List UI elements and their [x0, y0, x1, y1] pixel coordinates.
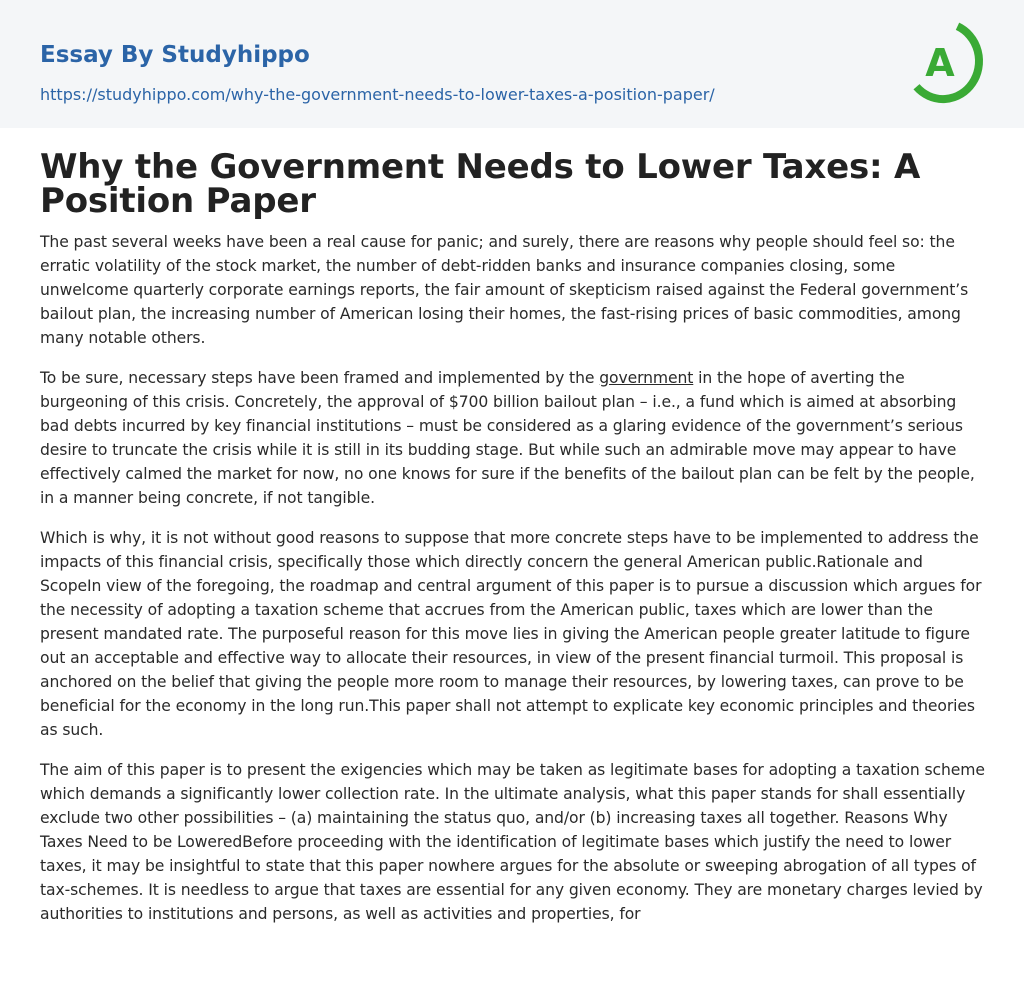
paragraph-1: The past several weeks have been a real cause for panic; and surely, there are reasons why people should feel so: the erratic volatility of the stock market, the number of debt-ridden banks and insurance companies closing, some unwelcome quarterly corporate earnings reports, the fair amount of skepticism raised against the Federal government’s bailout plan, the increasing number of American losing their homes, the fast-rising prices of basic commodities, among many notable others.: [40, 233, 969, 347]
paragraph-2-text-end: in the hope of averting the burgeoning of this crisis. Concretely, the approval of $700 billion bailout plan – i.e., a fund which is aimed at absorbing bad debts incurred by key financial institutions – must be considered as a glaring evidence of the government’s serious desire to truncate the crisis while it is still in its budding stage. But while such an admirable move may appear to have effectively calmed the market for now, no one knows for sure if the benefits of the bailout plan can be felt by the people, in a manner being concrete, if not tangible.: [40, 369, 975, 507]
logo-letter: A: [925, 41, 955, 85]
paragraph-3: Which is why, it is not without good reasons to suppose that more concrete steps have to be implemented to address the impacts of this financial crisis, specifically those which directly concern the general American public.Rationale and ScopeIn view of the foregoing, the roadmap and central argument of this paper is to pursue a discussion which argues for the necessity of adopting a taxation scheme that accrues from the American public, taxes which are lower than the present mandated rate. The purposeful reason for this move lies in giving the American people greater latitude to figure out an acceptable and effective way to allocate their resources, in view of the present financial turmoil. This proposal is anchored on the belief that giving the people more room to manage their resources, by lowering taxes, can prove to be beneficial for the economy in the long run.This paper shall not attempt to explicate key economic principles and theories as such.: [40, 529, 982, 739]
page-title: Why the Government Needs to Lower Taxes: A Position Paper: [40, 147, 921, 221]
source-url-link[interactable]: https://studyhippo.com/why-the-government-needs-to-lower-taxes-a-position-paper/: [40, 85, 715, 104]
article: [40, 147, 986, 926]
government-link[interactable]: government: [599, 369, 694, 387]
site-title[interactable]: Essay By Studyhippo: [40, 42, 310, 68]
paragraph-2-text-start: To be sure, necessary steps have been framed and implemented by the: [40, 369, 600, 387]
paragraph-2: [40, 366, 986, 510]
site-header: [0, 0, 1024, 128]
paragraph-4: The aim of this paper is to present the exigencies which may be taken as legitimate bases for adopting a taxation scheme which demands a significantly lower collection rate. In the ultimate analysis, what this paper stands for shall essentially exclude two other possibilities – (a) maintaining the status quo, and/or (b) increasing taxes all together. Reasons Why Taxes Need to be LoweredBefore proceeding with the identification of legitimate bases which justify the need to lower taxes, it may be insightful to state that this paper nowhere argues for the absolute or sweeping abrogation of all types of tax-schemes. It is needless to argue that taxes are essential for any given economy. They are monetary charges levied by authorities to institutions and persons, as well as activities and properties, for: [40, 761, 985, 923]
studyhippo-logo-icon[interactable]: [903, 17, 989, 107]
